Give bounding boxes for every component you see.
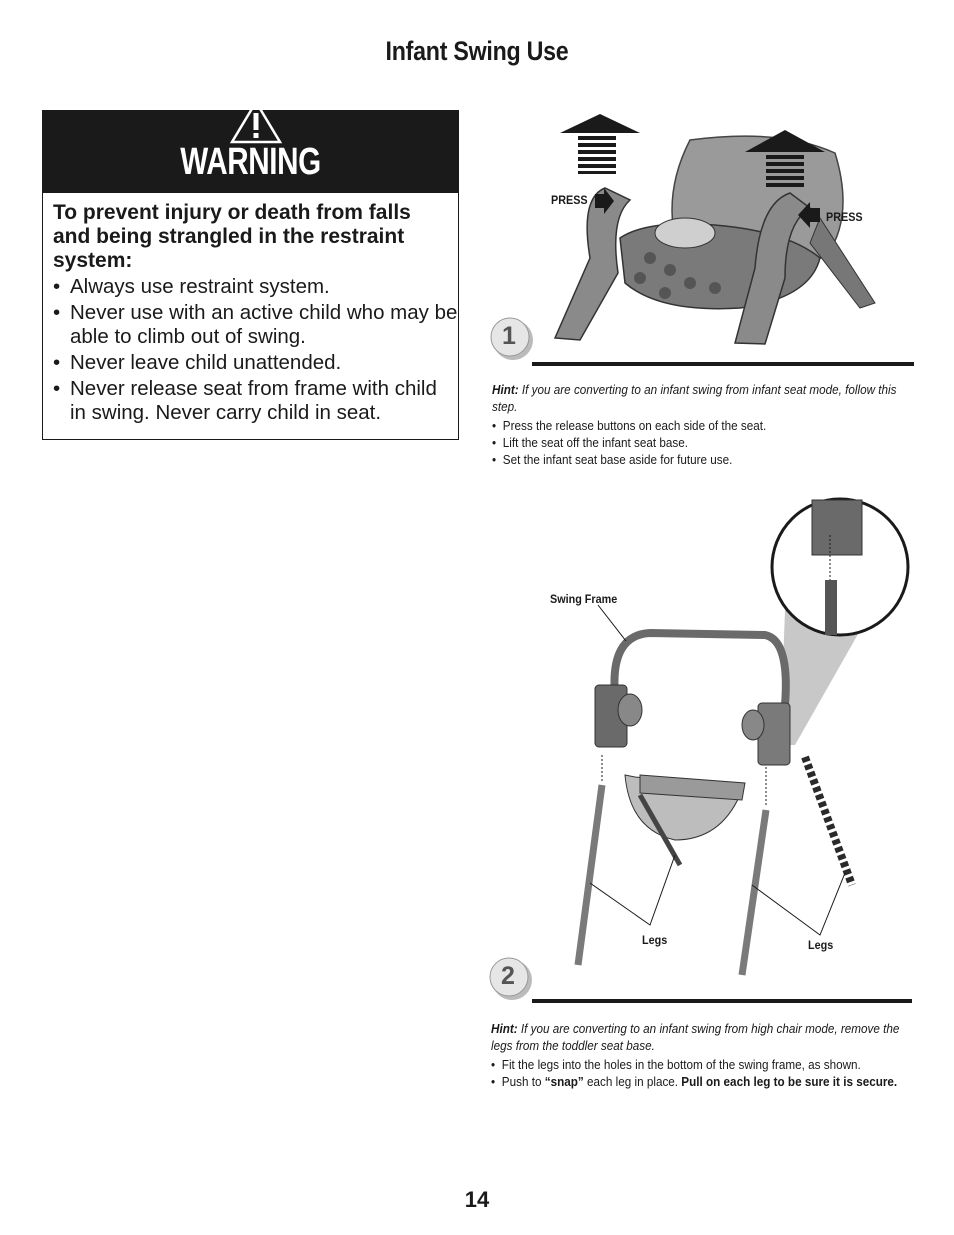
hint-text: If you are converting to an infant swing from infant seat mode, follow this step. xyxy=(492,382,897,414)
step1-hint xyxy=(492,381,906,468)
hint-bullet: • Set the infant seat base aside for future use. xyxy=(492,451,906,468)
step2-number: 2 xyxy=(501,962,515,990)
step2-badge xyxy=(488,956,534,1002)
step1-illustration xyxy=(490,108,920,370)
legs-label-right: Legs xyxy=(808,938,834,952)
bullet-text: Fit the legs into the holes in the bottom of the swing frame, as shown. xyxy=(501,1057,861,1072)
warning-item: • Never release seat from frame with child in swing. Never carry child in seat. xyxy=(53,377,458,425)
legs-label-left: Legs xyxy=(642,933,668,947)
hint-label: Hint: xyxy=(491,1021,518,1036)
lift-arrow-left-icon xyxy=(560,114,640,174)
bullet-text: Push to xyxy=(501,1074,545,1089)
hint-bullet xyxy=(491,1073,911,1090)
warning-header xyxy=(43,111,458,193)
step1-badge xyxy=(489,316,535,362)
step2-illustration xyxy=(490,495,920,1007)
hint-text: If you are converting to an infant swing from high chair mode, remove the legs from the toddler seat base. xyxy=(491,1021,900,1053)
warning-list xyxy=(53,275,458,427)
hint-bullet xyxy=(491,1056,871,1073)
press-label-right: PRESS xyxy=(826,210,863,224)
snap-emphasis: “snap” xyxy=(544,1074,584,1089)
press-label-left: PRESS xyxy=(551,193,588,207)
warning-triangle-icon xyxy=(229,99,283,147)
step1-number: 1 xyxy=(502,322,516,350)
hint-label: Hint: xyxy=(492,382,519,397)
hint-bullet: • Lift the seat off the infant seat base. xyxy=(492,434,906,451)
page-title: Infant Swing Use xyxy=(385,36,569,66)
warning-box xyxy=(42,110,459,440)
warning-heading: WARNING xyxy=(180,141,321,183)
warning-item: • Always use restraint system. xyxy=(53,275,458,299)
page-number: 14 xyxy=(464,1187,490,1212)
warning-item: • Never leave child unattended. xyxy=(53,351,458,375)
warning-lead: To prevent injury or death from falls and being strangled in the restraint system: xyxy=(53,201,411,272)
warning-item: • Never use with an active child who may be able to climb out of swing. xyxy=(53,301,458,349)
bullet-text: each leg in place. xyxy=(583,1074,682,1089)
secure-emphasis: Pull on each leg to be sure it is secure. xyxy=(681,1074,898,1089)
step2-hint xyxy=(491,1020,905,1090)
hint-bullet: • Press the release buttons on each side of the seat. xyxy=(492,417,906,434)
swing-frame-label: Swing Frame xyxy=(550,592,618,606)
